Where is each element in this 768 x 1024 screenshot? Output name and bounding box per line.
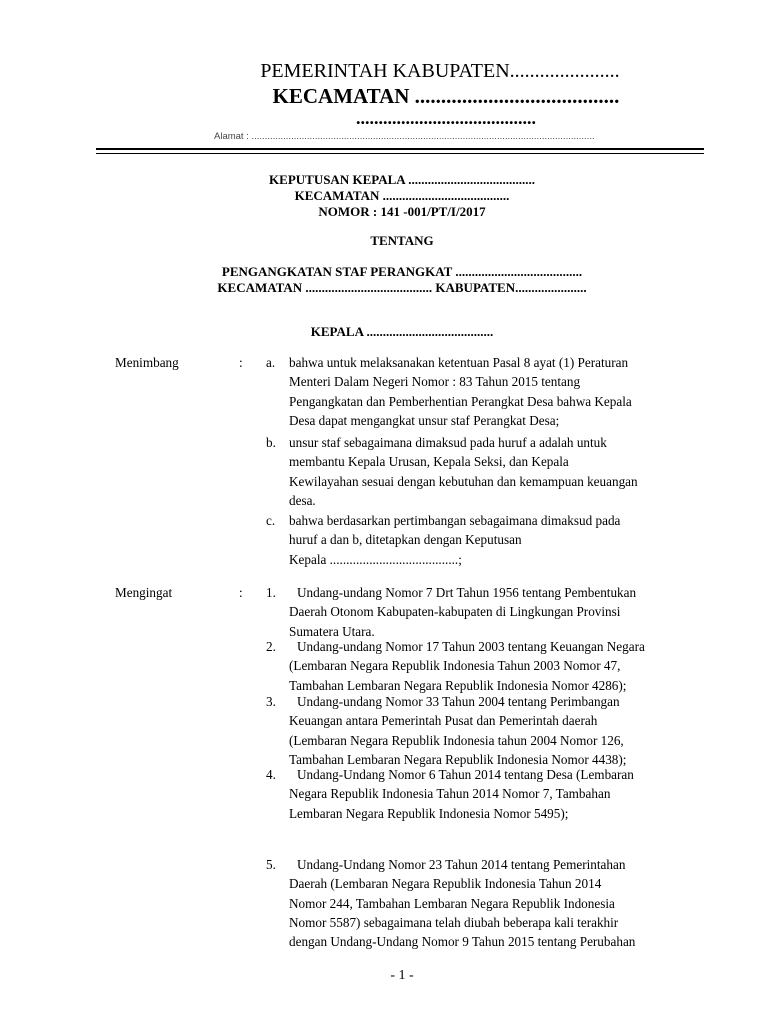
text-line: Undang-Undang Nomor 23 Tahun 2014 tentang Pemerintahan — [297, 857, 626, 872]
text-line: Kepala .......................................; — [289, 551, 462, 567]
page-number: - 1 - — [390, 968, 414, 983]
text-line: Daerah (Lembaran Negara Republik Indonesia Tahun 2014 — [289, 876, 602, 892]
text-line: Undang-Undang Nomor 6 Tahun 2014 tentang Desa (Lembaran — [297, 767, 634, 782]
text-line: Tambahan Lembaran Negara Republik Indonesia Nomor 4438); — [289, 751, 627, 767]
mengingat-item-4 — [289, 765, 689, 823]
decree-about-label: TENTANG — [370, 233, 434, 248]
decree-subject-line-2: KECAMATAN ....................................... KABUPATEN...................... — [217, 280, 587, 295]
text-line: (Lembaran Negara Republik Indonesia Tahun 2003 Nomor 47, — [289, 658, 621, 674]
menimbang-item-b — [289, 433, 689, 510]
letterhead-line-3: ........................................ — [356, 108, 536, 128]
mengingat-item-3 — [289, 692, 689, 769]
mengingat-item-2 — [289, 637, 689, 695]
text-line: Kewilayahan sesuai dengan kebutuhan dan kemampuan keuangan — [289, 473, 638, 489]
letterhead-line-1: PEMERINTAH KABUPATEN...................... — [260, 60, 620, 82]
text-line: huruf a dan b, ditetapkan dengan Keputusan — [289, 532, 522, 548]
menimbang-label: Menimbang — [115, 355, 179, 370]
letterhead-rule-thick — [96, 148, 704, 150]
mengingat-label: Mengingat — [115, 585, 173, 600]
text-line: Desa dapat mengangkat unsur staf Perangkat Desa; — [289, 412, 560, 428]
text-line: Undang-undang Nomor 33 Tahun 2004 tentang Perimbangan — [297, 694, 620, 709]
text-line: membantu Kepala Urusan, Kepala Seksi, dan Kepala — [289, 454, 569, 470]
decree-subject-line-1: PENGANGKATAN STAF PERANGKAT ....................................... — [221, 264, 583, 279]
mengingat-colon: : — [239, 585, 243, 600]
menimbang-colon: : — [239, 355, 243, 370]
decree-number: NOMOR : 141 -001/PT/I/2017 — [318, 204, 486, 219]
text-line: Undang-undang Nomor 7 Drt Tahun 1956 tentang Pembentukan — [297, 585, 637, 600]
text-line: Daerah Otonom Kabupaten-kabupaten di Lingkungan Provinsi — [289, 604, 621, 620]
text-line: Undang-undang Nomor 17 Tahun 2003 tentang Keuangan Negara — [297, 639, 645, 654]
mengingat-item-5 — [289, 855, 689, 951]
text-line: Tambahan Lembaran Negara Republik Indonesia Nomor 4286); — [289, 677, 627, 693]
decree-title-line-1: KEPUTUSAN KEPALA ....................................... — [269, 172, 535, 187]
text-line: bahwa berdasarkan pertimbangan sebagaimana dimaksud pada — [289, 513, 621, 528]
mengingat-mark-3: 3. — [266, 694, 276, 709]
letterhead-rule-thin — [96, 153, 704, 154]
menimbang-item-a — [289, 353, 689, 430]
mengingat-mark-2: 2. — [266, 639, 276, 654]
mengingat-mark-4: 4. — [266, 767, 276, 782]
decree-title-line-2: KECAMATAN ....................................... — [294, 188, 510, 203]
text-line: Negara Republik Indonesia Tahun 2014 Nomor 7, Tambahan — [289, 786, 611, 802]
text-line: bahwa untuk melaksanakan ketentuan Pasal 8 ayat (1) Peraturan — [289, 355, 629, 370]
mengingat-mark-5: 5. — [266, 857, 276, 872]
letterhead-address: Alamat : .................................................................................................................................. — [214, 131, 595, 142]
menimbang-item-c — [289, 511, 689, 569]
text-line: Sumatera Utara. — [289, 623, 375, 639]
menimbang-mark-b: b. — [266, 435, 276, 450]
mengingat-mark-1: 1. — [266, 585, 276, 600]
menimbang-mark-a: a. — [266, 355, 276, 370]
text-line: Nomor 244, Tambahan Lembaran Negara Republik Indonesia — [289, 895, 615, 911]
text-line: unsur staf sebagaimana dimaksud pada huruf a adalah untuk — [289, 435, 607, 450]
text-line: Menteri Dalam Negeri Nomor : 83 Tahun 2015 tentang — [289, 374, 581, 390]
text-line: (Lembaran Negara Republik Indonesia tahun 2004 Nomor 126, — [289, 732, 624, 748]
text-line: Nomor 5587) sebagaimana telah diubah beberapa kali terakhir — [289, 914, 619, 930]
text-line: dengan Undang-Undang Nomor 9 Tahun 2015 tentang Perubahan — [289, 934, 636, 950]
menimbang-mark-c: c. — [266, 513, 276, 528]
letterhead-line-2: KECAMATAN ....................................... — [272, 84, 620, 108]
text-line: Lembaran Negara Republik Indonesia Nomor 5495); — [289, 805, 569, 821]
mengingat-item-1 — [289, 583, 689, 641]
text-line: Keuangan antara Pemerintah Pusat dan Pemerintah daerah — [289, 713, 598, 729]
decree-issuer: KEPALA ....................................... — [310, 324, 494, 339]
text-line: desa. — [289, 492, 316, 508]
text-line: Pengangkatan dan Pemberhentian Perangkat Desa bahwa Kepala — [289, 393, 632, 409]
